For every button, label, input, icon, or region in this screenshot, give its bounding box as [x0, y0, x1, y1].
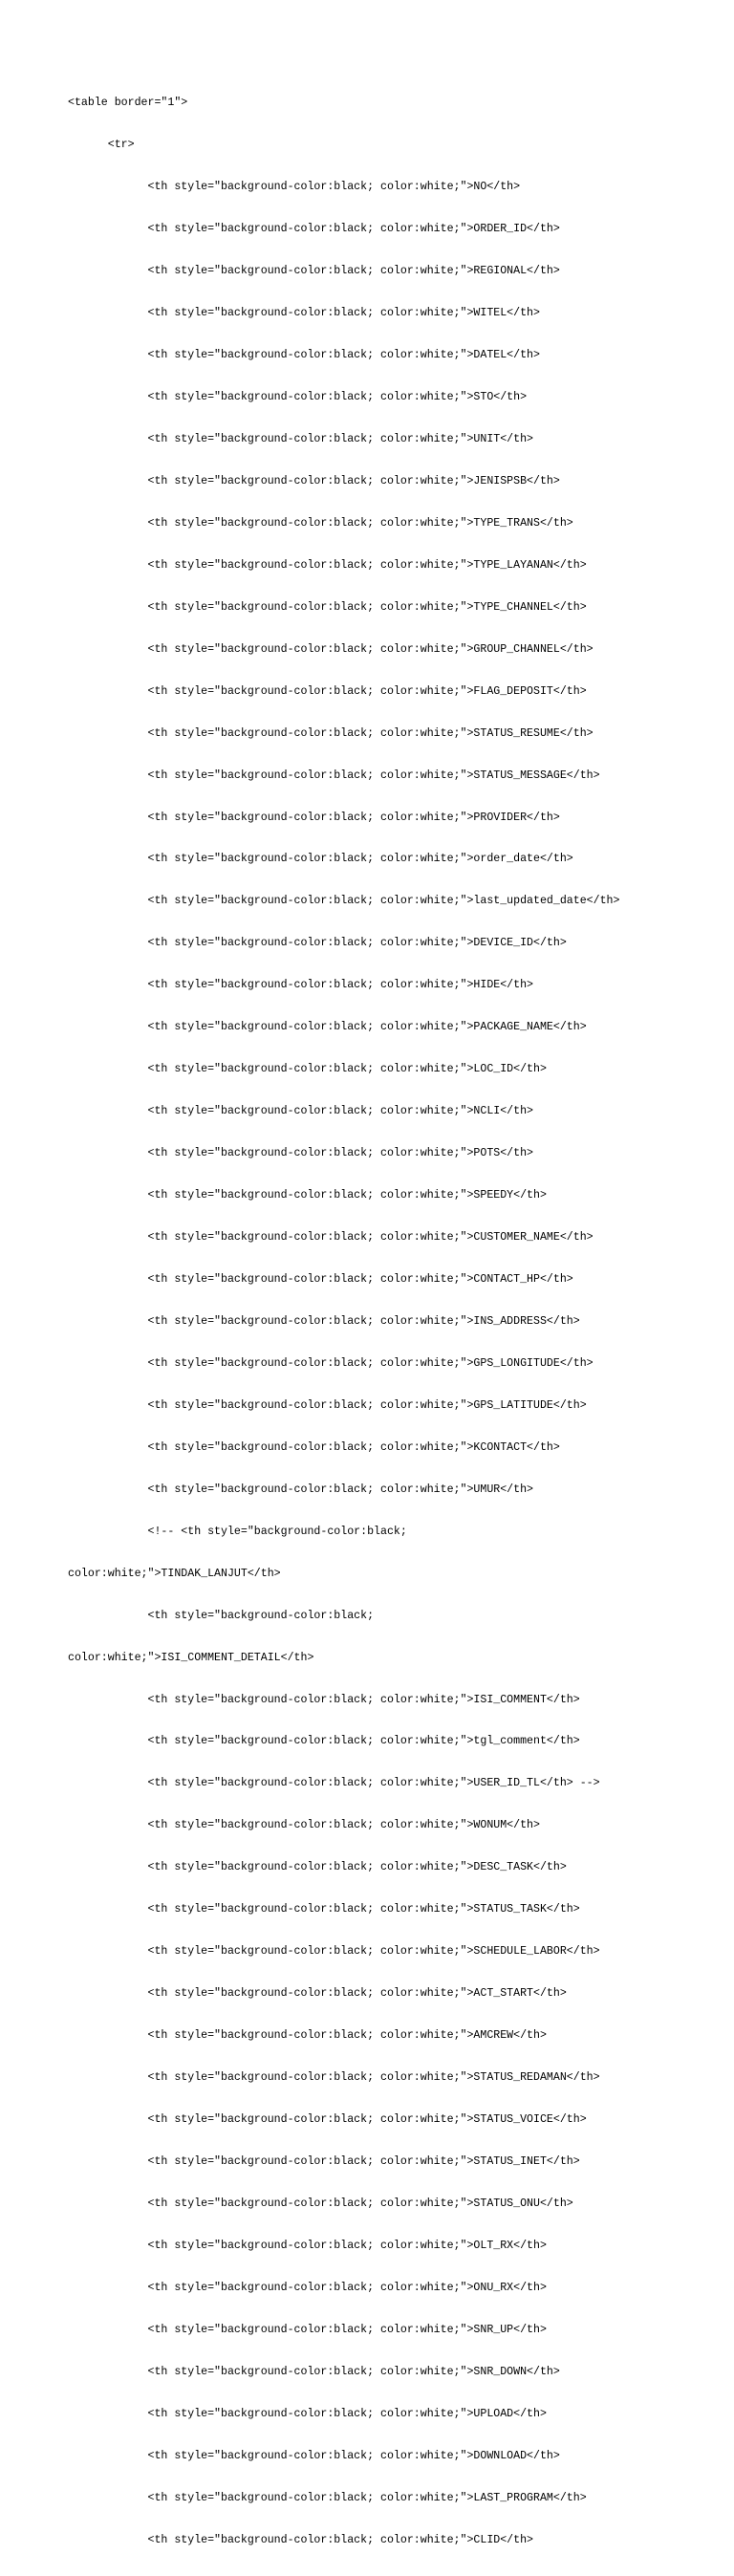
code-line: <th style="background-color:black; — [68, 1609, 375, 1622]
code-line: <th style="background-color:black; color:white;">REGIONAL</th> — [68, 265, 560, 278]
code-line: <th style="background-color:black; color:white;">STATUS_INET</th> — [68, 2155, 580, 2169]
code-line: <th style="background-color:black; color:white;">FLAG_DEPOSIT</th> — [68, 684, 587, 698]
code-line: <th style="background-color:black; color:white;">SCHEDULE_LABOR</th> — [68, 1945, 600, 1959]
code-line: <th style="background-color:black; color:white;">LOC_ID</th> — [68, 1063, 547, 1076]
code-line: <th style="background-color:black; color:white;">CLID</th> — [68, 2533, 534, 2546]
code-line: <th style="background-color:black; color:white;">ISI_COMMENT</th> — [68, 1693, 580, 1706]
code-line: <th style="background-color:black; color:white;">GPS_LATITUDE</th> — [68, 1398, 587, 1412]
code-line: <th style="background-color:black; color:white;">HIDE</th> — [68, 979, 534, 992]
code-line: color:white;">ISI_COMMENT_DETAIL</th> — [68, 1651, 314, 1664]
code-line: <th style="background-color:black; color:white;">DOWNLOAD</th> — [68, 2449, 560, 2462]
code-line: <th style="background-color:black; color:white;">KCONTACT</th> — [68, 1440, 560, 1454]
code-line: <th style="background-color:black; color:white;">STATUS_RESUME</th> — [68, 726, 594, 740]
code-line: color:white;">TINDAK_LANJUT</th> — [68, 1567, 281, 1580]
code-line: <th style="background-color:black; color:white;">STATUS_MESSAGE</th> — [68, 768, 600, 782]
code-line: <th style="background-color:black; color:white;">STATUS_TASK</th> — [68, 1903, 580, 1916]
code-line: <th style="background-color:black; color:white;">JENISPSB</th> — [68, 474, 560, 487]
code-line: <th style="background-color:black; color:white;">CONTACT_HP</th> — [68, 1273, 573, 1286]
code-line: <th style="background-color:black; color:white;">STATUS_REDAMAN</th> — [68, 2071, 600, 2085]
code-line: <th style="background-color:black; color:white;">WITEL</th> — [68, 307, 540, 320]
code-line: <th style="background-color:black; color:white;">ACT_START</th> — [68, 1987, 567, 2001]
code-line: <th style="background-color:black; color:white;">CUSTOMER_NAME</th> — [68, 1231, 594, 1245]
code-line: <th style="background-color:black; color:white;">LAST_PROGRAM</th> — [68, 2491, 587, 2504]
code-line: <th style="background-color:black; color:white;">GROUP_CHANNEL</th> — [68, 642, 594, 656]
code-line: <th style="background-color:black; color:white;">SPEEDY</th> — [68, 1189, 547, 1202]
code-listing — [68, 69, 699, 2576]
code-line: <th style="background-color:black; color:white;">PACKAGE_NAME</th> — [68, 1021, 587, 1034]
code-line: <tr> — [68, 139, 135, 152]
code-line: <th style="background-color:black; color:white;">STATUS_VOICE</th> — [68, 2113, 587, 2127]
code-line: <th style="background-color:black; color:white;">NO</th> — [68, 181, 521, 194]
code-line: <th style="background-color:black; color:white;">USER_ID_TL</th> --> — [68, 1777, 600, 1790]
code-line: <th style="background-color:black; color:white;">PROVIDER</th> — [68, 811, 560, 824]
code-line: <th style="background-color:black; color:white;">AMCREW</th> — [68, 2029, 547, 2043]
code-line: <th style="background-color:black; color:white;">order_date</th> — [68, 853, 573, 866]
code-line: <th style="background-color:black; color:white;">TYPE_CHANNEL</th> — [68, 600, 587, 614]
code-line: <table border="1"> — [68, 97, 188, 110]
code-line: <th style="background-color:black; color:white;">DATEL</th> — [68, 349, 540, 362]
code-line: <th style="background-color:black; color:white;">ORDER_ID</th> — [68, 223, 560, 236]
code-line: <th style="background-color:black; color:white;">tgl_comment</th> — [68, 1735, 580, 1748]
code-line: <th style="background-color:black; color:white;">UNIT</th> — [68, 432, 534, 445]
code-line: <th style="background-color:black; color:white;">DEVICE_ID</th> — [68, 937, 567, 950]
code-line: <th style="background-color:black; color:white;">STATUS_ONU</th> — [68, 2197, 573, 2210]
code-line: <th style="background-color:black; color:white;">UMUR</th> — [68, 1483, 534, 1496]
code-line: <!-- <th style="background-color:black; — [68, 1525, 407, 1538]
code-line: <th style="background-color:black; color:white;">OLT_RX</th> — [68, 2239, 547, 2252]
code-line: <th style="background-color:black; color:white;">INS_ADDRESS</th> — [68, 1314, 580, 1328]
code-line: <th style="background-color:black; color:white;">last_updated_date</th> — [68, 895, 620, 908]
code-line: <th style="background-color:black; color:white;">POTS</th> — [68, 1147, 534, 1160]
code-line: <th style="background-color:black; color:white;">ONU_RX</th> — [68, 2281, 547, 2294]
code-line: <th style="background-color:black; color:white;">DESC_TASK</th> — [68, 1861, 567, 1874]
code-line: <th style="background-color:black; color:white;">STO</th> — [68, 390, 528, 403]
code-line: <th style="background-color:black; color:white;">UPLOAD</th> — [68, 2407, 547, 2420]
code-line: <th style="background-color:black; color:white;">TYPE_TRANS</th> — [68, 516, 573, 530]
code-line: <th style="background-color:black; color:white;">TYPE_LAYANAN</th> — [68, 558, 587, 572]
code-line: <th style="background-color:black; color:white;">SNR_UP</th> — [68, 2323, 547, 2336]
code-line: <th style="background-color:black; color:white;">GPS_LONGITUDE</th> — [68, 1356, 594, 1370]
code-line: <th style="background-color:black; color:white;">SNR_DOWN</th> — [68, 2365, 560, 2378]
code-line: <th style="background-color:black; color:white;">WONUM</th> — [68, 1819, 540, 1832]
code-line: <th style="background-color:black; color:white;">NCLI</th> — [68, 1105, 534, 1118]
